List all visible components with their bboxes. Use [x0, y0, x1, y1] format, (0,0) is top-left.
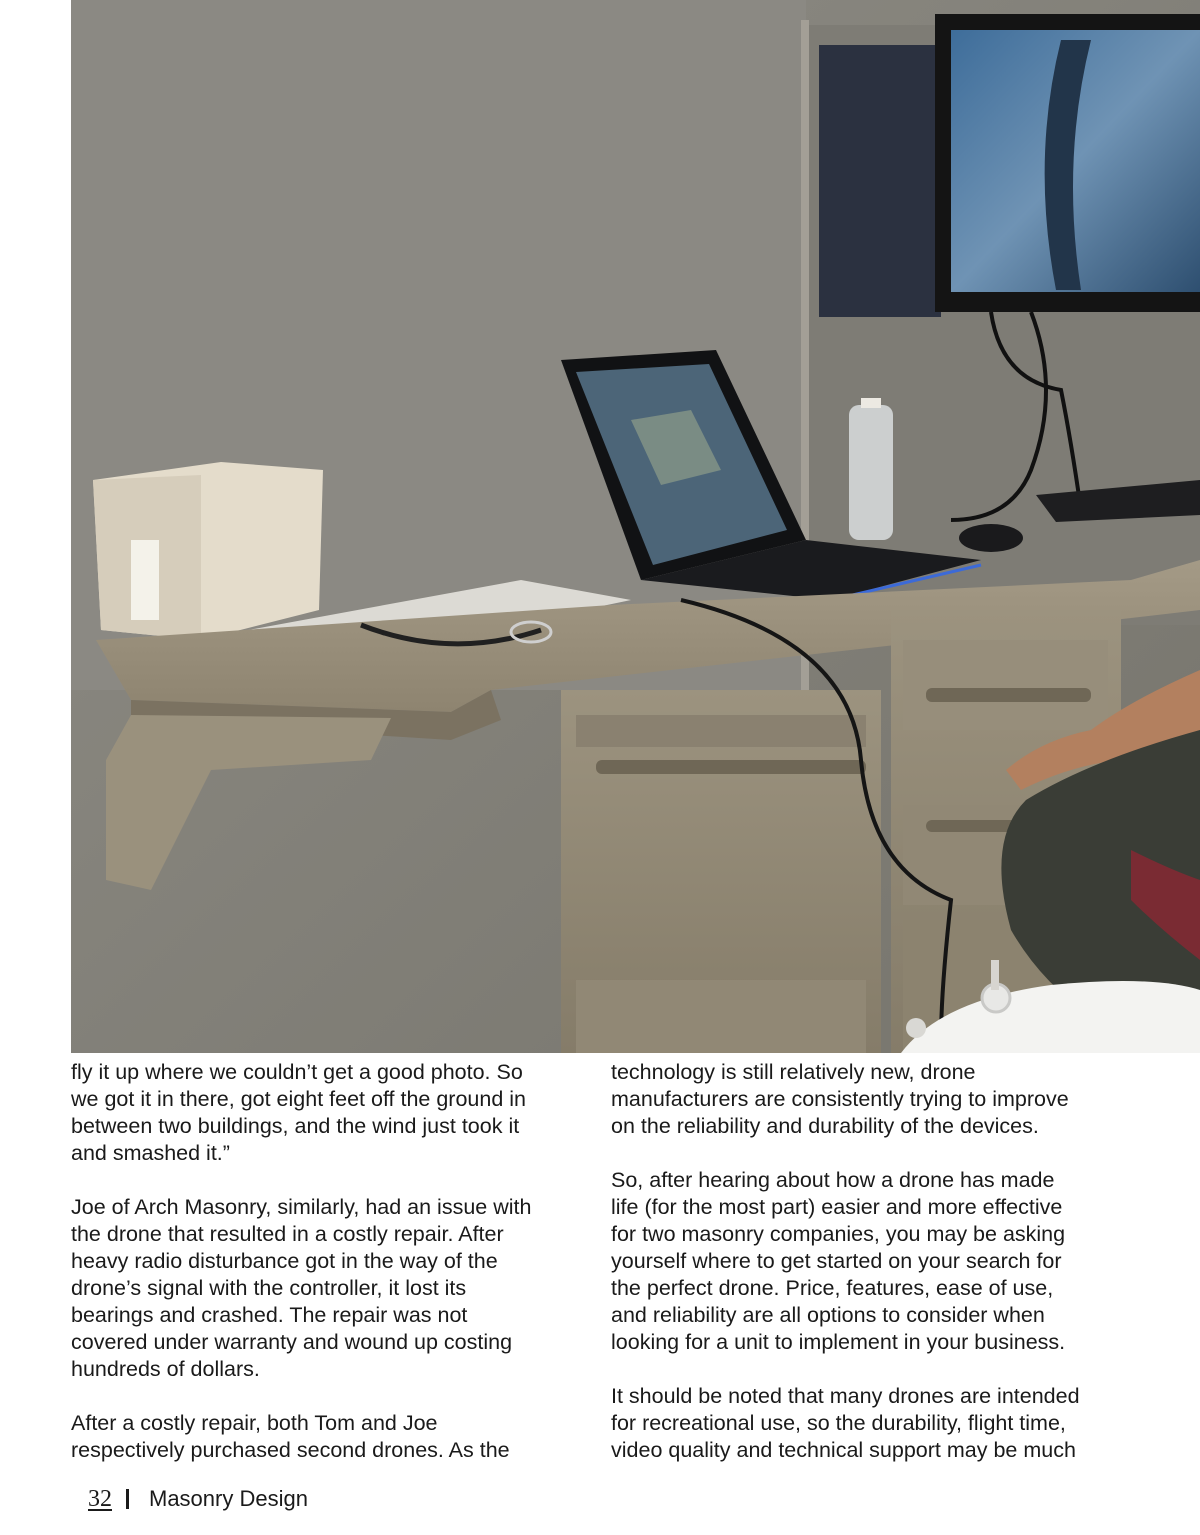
article-paragraph: Joe of Arch Masonry, similarly, had an issue with the drone that resulted in a costly repair. After heavy radio disturbance got in the way of the drone’s signal with the controller, it lost its bearings and crashed. The repair was not covered under warranty and wound up costing hundreds of dollars. — [71, 1195, 532, 1381]
article-paragraph: After a costly repair, both Tom and Joe respectively purchased second drones. As the — [71, 1411, 510, 1462]
page-footer — [88, 1484, 308, 1514]
article-column-right — [611, 1059, 1131, 1464]
article-paragraph: So, after hearing about how a drone has made life (for the most part) easier and more effective for two masonry companies, you may be asking yourself where to get started on your search for the perfect drone. Price, features, ease of use, and reliability are all options to consider when looking for a unit to implement in your business. — [611, 1168, 1066, 1354]
article-paragraph: It should be noted that many drones are intended for recreational use, so the durability, flight time, video quality and technical support may be much — [611, 1384, 1080, 1462]
magazine-name: Masonry Design — [149, 1486, 308, 1511]
page-number: 32 — [88, 1485, 112, 1512]
office-photo-illustration — [71, 0, 1200, 1053]
article-column-left — [71, 1059, 581, 1464]
footer-divider — [126, 1489, 129, 1509]
article-paragraph: technology is still relatively new, drone manufacturers are consistently trying to improve on the reliability and durability of the devices. — [611, 1060, 1069, 1138]
article-paragraph: fly it up where we couldn’t get a good photo. So we got it in there, got eight feet off the ground in between two buildings, and the wind just took it and smashed it.” — [71, 1060, 526, 1165]
article-photo — [71, 0, 1200, 1053]
